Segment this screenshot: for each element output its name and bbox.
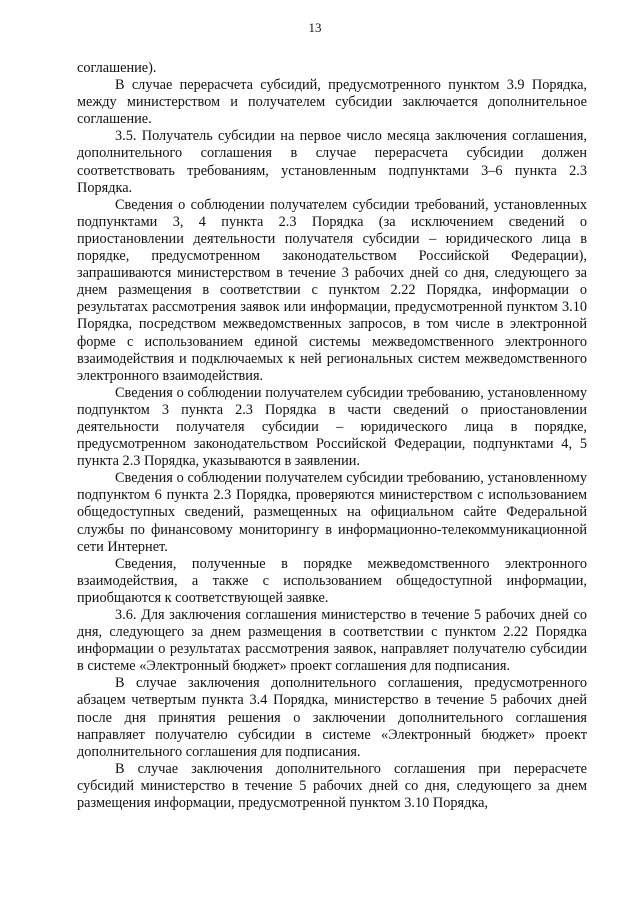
paragraph: соглашение). [77,60,157,76]
page-number: 13 [308,20,322,35]
paragraph: 3.5. Получатель субсидии на первое число месяца заключения соглашения, дополнительного соглашения в случае перерасчета субсидии должен соответствовать требованиям, установленным подпунктами 3–6 пункта 2.3 Порядка. [77,128,587,196]
paragraph: В случае заключения дополнительного соглашения при перерасчете субсидий министерство в течение 5 рабочих дней со дня, следующего за днем размещения информации, предусмотренной пунктом 3.10 Порядка, [77,760,587,812]
paragraph: В случае перерасчета субсидий, предусмотренного пунктом 3.9 Порядка, между министерством и получателем субсидии заключается дополнительное соглашение. [77,77,587,128]
paragraph: Сведения о соблюдении получателем субсидии требований, установленных подпунктами 3, 4 пункта 2.3 Порядка (за исключением сведений о приостановлении деятельности получателя субсидии – юридического лица в порядке, предусмотренном законодательством Российской Федерации), запрашиваются министерством в течение 3 рабочих дней со дня, следующего за днем размещения в соответствии с пунктом 2.22 Порядка, информации о результатах рассмотрения заявок или информации, предусмотренной пунктом 3.10 Порядка, посредством межведомственных запросов, в том числе в электронной форме с использованием единой системы межведомственного электронного взаимодействия и подключаемых к ней региональных систем межведомственного электронного взаимодействия. [77,196,587,384]
document-body [77,60,587,812]
paragraph: Сведения о соблюдении получателем субсидии требованию, установленному подпунктом 3 пункта 2.3 Порядка в части сведений о приостановлении деятельности получателя субсидии – юридического лица в порядке, предусмотренном законодательством Российской Федерации, подпунктами 4, 5 пункта 2.3 Порядка, указываются в заявлении. [77,384,587,470]
paragraph: 3.6. Для заключения соглашения министерство в течение 5 рабочих дней со дня, следующего за днем размещения в соответствии с пунктом 2.22 Порядка информации о результатах рассмотрения заявок, направляет получателю субсидии в системе «Электронный бюджет» проект соглашения для подписания. [77,607,587,675]
paragraph: Сведения о соблюдении получателем субсидии требованию, установленному подпунктом 6 пункта 2.3 Порядка, проверяются министерством с использованием общедоступных сведений, размещенных на официальном сайте Федеральной службы по финансовому мониторингу в информационно-телекоммуникационной сети Интернет. [77,470,587,555]
paragraph: Сведения, полученные в порядке межведомственного электронного взаимодействия, а также с использованием общедоступной информации, приобщаются к соответствующей заявке. [77,555,587,606]
paragraph: В случае заключения дополнительного соглашения, предусмотренного абзацем четвертым пункта 3.4 Порядка, министерство в течение 5 рабочих дней после дня принятия решения о заключении дополнительного соглашения направляет получателю субсидии в системе «Электронный бюджет» проект дополнительного соглашения для подписания. [77,675,587,760]
